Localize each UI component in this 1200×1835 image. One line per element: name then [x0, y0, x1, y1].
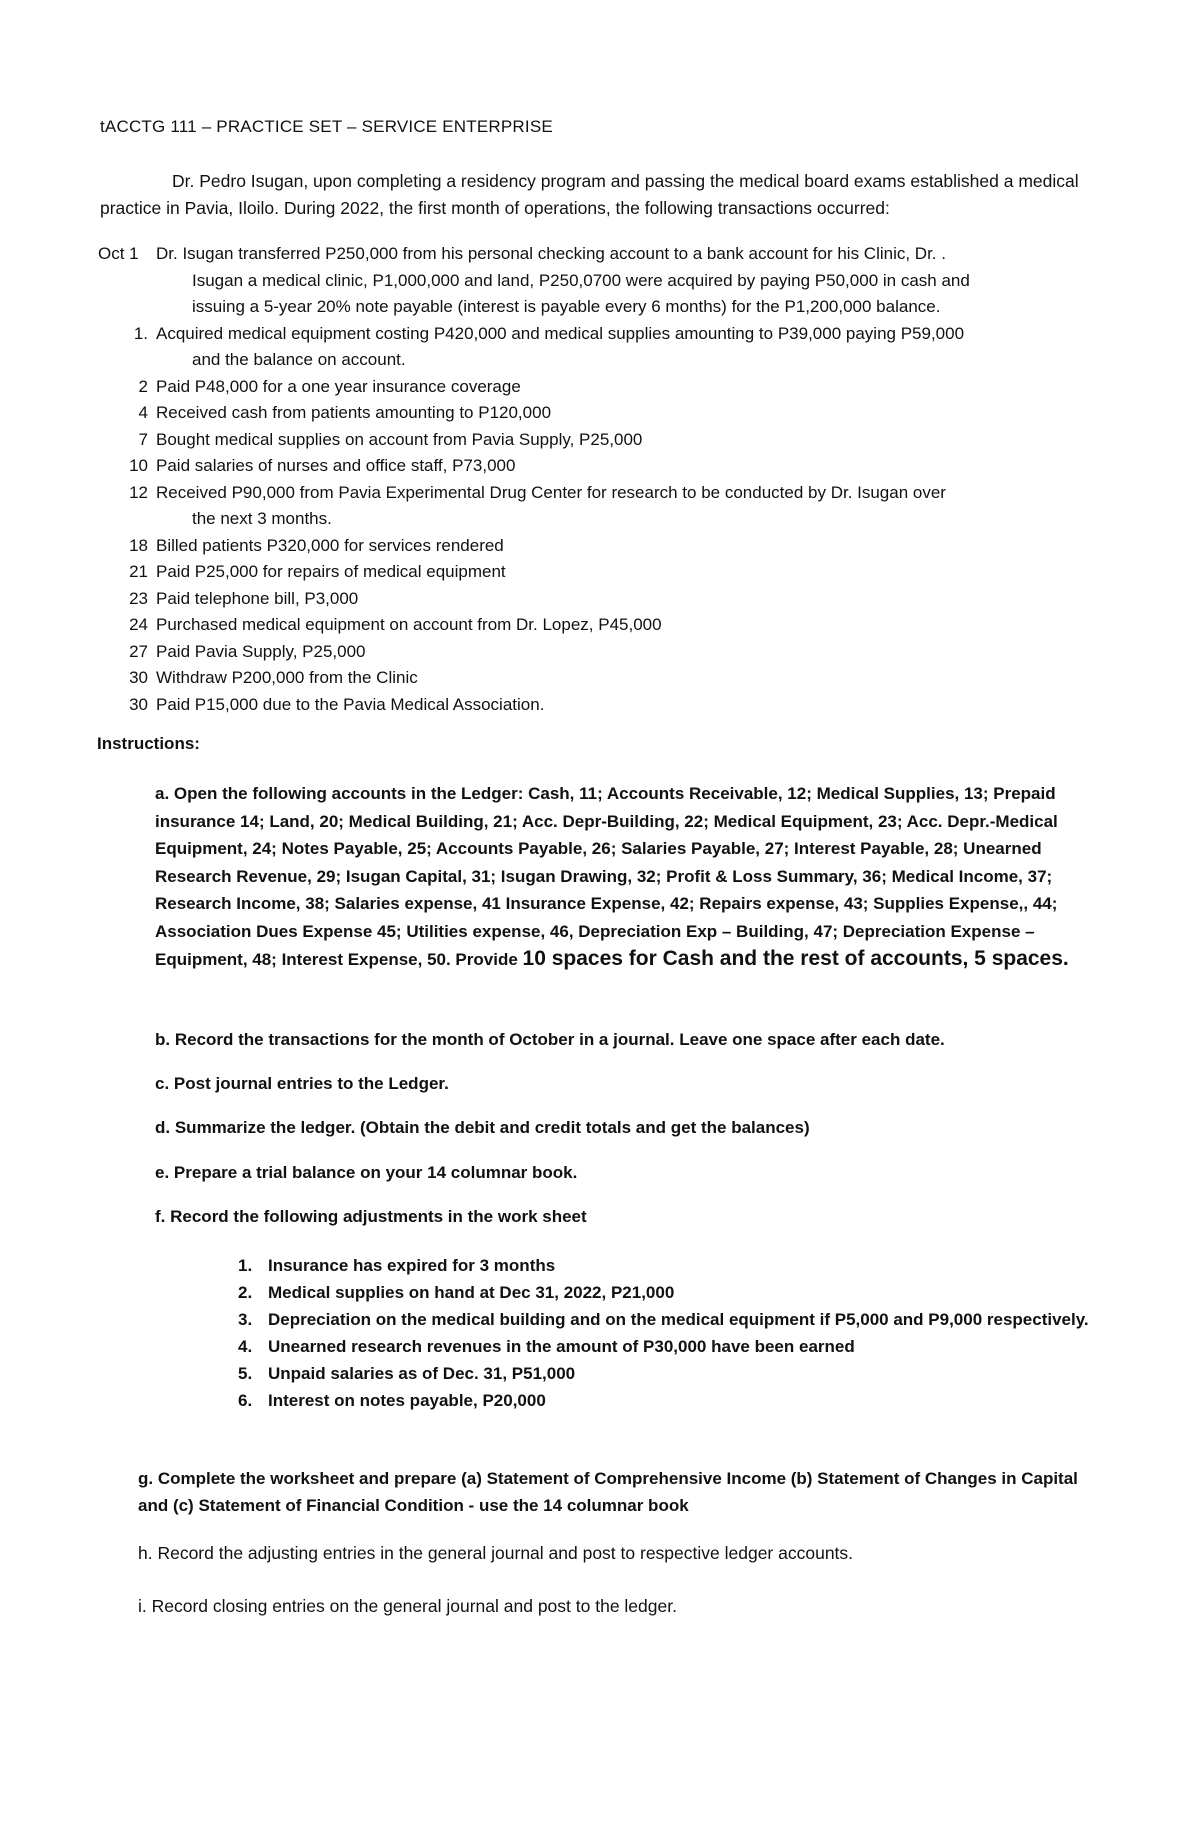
- adjustment-number: 6.: [238, 1391, 253, 1410]
- transaction-line: Isugan a medical clinic, P1,000,000 and land, P250,0700 were acquired by paying P50,000 in cash and: [192, 270, 970, 290]
- instruction-letter: d.: [155, 1118, 171, 1137]
- instruction-text: Summarize the ledger. (Obtain the debit and credit totals and get the balances): [174, 1118, 810, 1137]
- transactions-list: [96, 241, 1106, 718]
- adjustment-number: 4.: [238, 1337, 253, 1356]
- adjustment-text: Unpaid salaries as of Dec. 31, P51,000: [268, 1364, 576, 1383]
- transaction-row: [96, 692, 1106, 719]
- adjustment-text: Insurance has expired for 3 months: [268, 1256, 556, 1275]
- document-title: tACCTG 111 – PRACTICE SET – SERVICE ENTERPRISE: [100, 117, 553, 136]
- transaction-row: [96, 453, 1106, 480]
- transaction-date: 4: [138, 403, 148, 422]
- instructions-heading: Instructions:: [97, 734, 200, 753]
- adjustment-text: Unearned research revenues in the amount of P30,000 have been earned: [268, 1337, 855, 1356]
- transaction-date: 24: [129, 615, 148, 634]
- transaction-description: Paid P15,000 due to the Pavia Medical Association.: [156, 694, 545, 714]
- adjustment-text: Interest on notes payable, P20,000: [268, 1391, 546, 1410]
- instruction-i: i. Record closing entries on the general journal and post to the ledger.: [138, 1596, 677, 1616]
- instruction-step: [155, 1118, 810, 1138]
- transaction-date: 2: [138, 376, 148, 396]
- transaction-date: 10: [129, 456, 148, 475]
- transaction-row: [96, 665, 1106, 692]
- instruction-letter: f.: [155, 1207, 166, 1226]
- instruction-step: [155, 1207, 587, 1227]
- transaction-date: 23: [129, 588, 148, 608]
- adjustment-item: [238, 1306, 1098, 1333]
- transaction-description: Purchased medical equipment on account from Dr. Lopez, P45,000: [156, 615, 662, 634]
- instruction-a: [155, 780, 1105, 974]
- instruction-letter: c.: [155, 1074, 170, 1093]
- transaction-date: 12: [129, 482, 148, 502]
- transaction-date: 1.: [133, 323, 148, 343]
- instruction-text: Record the following adjustments in the work sheet: [170, 1207, 587, 1226]
- adjustment-number: 1.: [238, 1256, 253, 1275]
- instruction-letter: e.: [155, 1163, 170, 1182]
- instruction-h: h. Record the adjusting entries in the general journal and post to respective ledger accounts.: [138, 1543, 854, 1563]
- transaction-row: [96, 321, 1106, 374]
- instruction-letter: a.: [155, 784, 170, 803]
- transaction-date: 18: [129, 535, 148, 555]
- transaction-row: [96, 241, 1106, 321]
- transaction-description: Paid Pavia Supply, P25,000: [156, 641, 366, 661]
- transaction-line: Received P90,000 from Pavia Experimental Drug Center for research to be conducted by Dr. Isugan over: [156, 482, 946, 502]
- transaction-line: Acquired medical equipment costing P420,000 and medical supplies amounting to P39,000 paying P59,000: [156, 323, 965, 343]
- instruction-step: [155, 1030, 945, 1050]
- instruction-emphasis: 10 spaces for Cash and the rest of accounts, 5 spaces.: [522, 947, 1069, 970]
- transaction-description: Billed patients P320,000 for services rendered: [156, 535, 504, 555]
- transaction-row: [96, 612, 1106, 639]
- transaction-row: [96, 586, 1106, 613]
- instruction-text: Open the following accounts in the Ledger: Cash, 11; Accounts Receivable, 12; Medical Supplies, 13; Prepaid insurance 14; Land, 20; Medical Building, 21; Acc. Depr-Building, 22; Medical Equipment, 23; Acc. Depr.-Medical Equipment, 24; Notes Payable, 25; Accounts Payable, 26; Salaries Payable, 27; Interest Payable, 28; Unearned Research Revenue, 29; Isugan Capital, 31; Isugan Drawing, 32; Profit & Loss Summary, 36; Medical Income, 37; Research Income, 38; Salaries expense, 41 Insurance Expense, 42; Repairs expense, 43; Supplies Expense,, 44; Association Dues Expense 45; Utilities expense, 46, Depreciation Exp – Building, 47; Depreciation Expense – Equipment, 48; Interest Expense, 50. Provide: [155, 784, 1058, 969]
- transaction-description: [156, 480, 1106, 533]
- transaction-description: [156, 321, 1106, 374]
- transaction-line: issuing a 5-year 20% note payable (interest is payable every 6 months) for the P1,200,000 balance.: [192, 297, 941, 316]
- adjustments-list: [238, 1252, 1098, 1414]
- transaction-row: [96, 533, 1106, 560]
- instruction-step: [155, 1163, 577, 1183]
- adjustment-number: 3.: [238, 1310, 253, 1329]
- adjustment-number: 2.: [238, 1283, 253, 1302]
- adjustment-number: 5.: [238, 1364, 253, 1383]
- transaction-date: 30: [129, 668, 148, 687]
- transaction-description: [156, 241, 1106, 321]
- transaction-description: Paid P25,000 for repairs of medical equipment: [156, 562, 506, 581]
- transaction-description: Received cash from patients amounting to P120,000: [156, 403, 552, 422]
- adjustment-text: Depreciation on the medical building and on the medical equipment if P5,000 and P9,000 respectively.: [268, 1310, 1089, 1329]
- transaction-description: Withdraw P200,000 from the Clinic: [156, 668, 418, 687]
- instruction-letter: b.: [155, 1030, 171, 1049]
- transaction-description: Paid salaries of nurses and office staff, P73,000: [156, 456, 516, 475]
- transaction-row: [96, 639, 1106, 666]
- instruction-text: Post journal entries to the Ledger.: [173, 1074, 449, 1093]
- transaction-description: Bought medical supplies on account from Pavia Supply, P25,000: [156, 429, 643, 449]
- transaction-line: the next 3 months.: [192, 509, 332, 528]
- adjustment-item: [238, 1333, 1098, 1360]
- instruction-text: g. Complete the worksheet and prepare (a) Statement of Comprehensive Income (b) Statement of Changes in Capital and (c) Statement of Financial Condition - use the 14 columnar book: [138, 1469, 1078, 1515]
- transaction-row: [96, 374, 1106, 401]
- transaction-date: Oct 1: [98, 244, 139, 263]
- transaction-line: and the balance on account.: [192, 350, 406, 369]
- instruction-step: [155, 1074, 449, 1094]
- adjustment-text: Medical supplies on hand at Dec 31, 2022, P21,000: [268, 1283, 675, 1302]
- adjustment-item: [238, 1387, 1098, 1414]
- transaction-row: [96, 480, 1106, 533]
- transaction-date: 30: [129, 694, 148, 714]
- transaction-row: [96, 427, 1106, 454]
- transaction-line: Dr. Isugan transferred P250,000 from his personal checking account to a bank account for his Clinic, Dr. .: [156, 244, 946, 263]
- adjustment-item: [238, 1360, 1098, 1387]
- transaction-row: [96, 400, 1106, 427]
- transaction-date: 27: [129, 641, 148, 661]
- instruction-text: Prepare a trial balance on your 14 columnar book.: [173, 1163, 578, 1182]
- transaction-date: 7: [138, 429, 148, 449]
- intro-paragraph: Dr. Pedro Isugan, upon completing a residency program and passing the medical board exams established a medical practice in Pavia, Iloilo. During 2022, the first month of operations, the following transactions occurred:: [100, 171, 1079, 218]
- adjustment-item: [238, 1252, 1098, 1279]
- transaction-date: 21: [129, 562, 148, 581]
- transaction-description: Paid P48,000 for a one year insurance coverage: [156, 376, 521, 396]
- instruction-g: [100, 1465, 1105, 1519]
- adjustment-item: [238, 1279, 1098, 1306]
- instruction-text: Record the transactions for the month of October in a journal. Leave one space after each date.: [174, 1030, 945, 1049]
- transaction-description: Paid telephone bill, P3,000: [156, 588, 359, 608]
- transaction-row: [96, 559, 1106, 586]
